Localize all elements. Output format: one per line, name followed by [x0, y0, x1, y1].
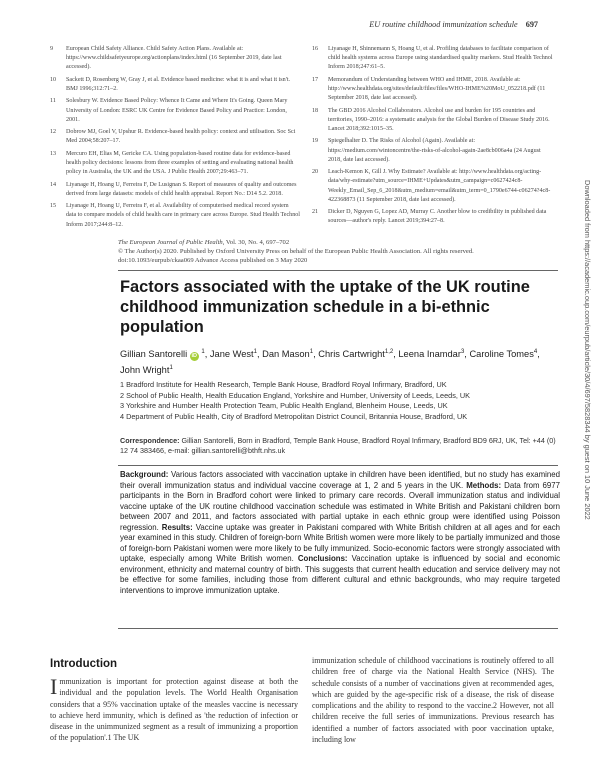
intro-paragraph-continued: immunization schedule of childhood vaccinations is routinely offered to all children free of charge via the National Health Service (NHS). The schedule consists of a number of vaccinations given at recommended ages, which are guided by the age-specific risk of a disease, the risk of disease complications and the ability to respond to the vaccine.2 However, not all children receive the full series of immunizations. Previous research has identified a number of factors associated with poor vaccination uptake, including low — [312, 656, 554, 745]
reference-item: 13 Mercuro EH, Elias M, Gericke CA. Using population-based routine data for evidence-based health policy decisions: lessons from three examples of setting and evaluating national health policy in Australia, the UK and the USA. J Public Health 2007;29:463–71. — [50, 150, 294, 176]
author-name[interactable]: Jane West — [209, 349, 254, 360]
abstract-bottom-divider — [118, 628, 558, 629]
article-title: Factors associated with the uptake of the UK routine childhood immunization schedule in a bi-ethnic population — [120, 278, 530, 336]
page-number: 697 — [525, 20, 538, 29]
author-name[interactable]: Dan Mason — [262, 349, 310, 360]
copyright-line: © The Author(s) 2020. Published by Oxford University Press on behalf of the European Public Health Association. All rights reserved. — [118, 247, 474, 255]
section-heading-introduction: Introduction — [50, 658, 118, 670]
author-name[interactable]: Caroline Tomes — [469, 349, 534, 360]
abstract-results-label: Results: — [161, 522, 193, 532]
author-name[interactable]: John Wright — [120, 365, 170, 376]
affiliation-list — [120, 380, 560, 422]
author-list: Gillian Santorelli iD $^1$, Jane West$^1$, Dan Mason$^1$, Chris Cartwright$^{1,2}$, Leena Inamdar$^3$, Caroline Tomes$^4$, John Wright$^1$ — [120, 349, 540, 376]
orcid-icon[interactable]: iD — [191, 353, 198, 360]
reference-list-left — [50, 45, 300, 233]
intro-paragraph: mmunization is important for protection against disease at both the individual and the population levels. The World Health Organisation considers that a 95% vaccination uptake of the measles vaccine is necessary to achieve herd immunity, which is defined as 'the reduction of infection or disease in the unimmunized segment as a result of immunizing a proportion of the population'.1 The UK — [50, 677, 298, 743]
correspondence-text: Gillian Santorelli, Born in Bradford, Temple Bank House, Bradford Royal Infirmary, Bradford BD9 6RJ, UK, Tel: +44 (0) 12 74 383466, e-mail: gillian.santorelli@bthft.nhs.uk — [120, 436, 556, 455]
running-head-title: EU routine childhood immunization schedule — [369, 20, 518, 29]
header-divider — [118, 270, 558, 271]
reference-item: 15 Liyanage H, Hoang U, Ferreira F, et al. Availability of computerised medical record system data to compare models of child health care in primary care across Europe. Stud Health Technol Inform 2017;244:8–12. — [50, 203, 300, 228]
reference-item: 10 Sackett D, Rosenberg W, Gray J, et al. Evidence based medicine: what it is and what it isn't. BMJ 1996;312:71–2. — [50, 76, 291, 92]
abstract-background-label: Background: — [120, 470, 169, 479]
journal-info — [118, 239, 558, 265]
abstract-top-divider — [118, 465, 558, 466]
affiliation-item: 3 Yorkshire and Humber Health Protection Team, Public Health England, Blenheim House, Leeds, UK — [120, 401, 448, 411]
download-watermark: Downloaded from https://academic.oup.com/eurpub/article/30/4/697/5828344 by guest on 10 June 2022 — [583, 180, 592, 520]
reference-item[interactable]: 20 Leach-Kemon K, Gill J. Why Estimate? Available at: http://www.healthdata.org/acting-data/why-estimate?utm_source=IHME+Updates&utm_campaign=c0627424c8-Weekly_Email_Sep_6_2018&utm_medium=email&utm_term=0_1790e6744-c06274?4c8-422368873 (11 September 2018, date last accessed). — [312, 169, 551, 203]
reference-item[interactable]: 17 Memorandum of Understanding between WHO and IHME, 2018. Available at: http://www.healthdata.org/sites/default/files/files/WHO-IHME%20MoU_052218.pdf (11 September 2018, date last accessed). — [312, 76, 546, 102]
correspondence — [120, 436, 560, 456]
correspondence-label: Correspondence: — [120, 436, 180, 445]
abstract: Background: Various factors associated with vaccination uptake in children have been identified, but no study has examined their overall immunization status and individual vaccine coverage at 1, 2 and 5 years in the UK. Methods: Data from 6977 participants in the Born in Bradford cohort were linked to primary care records. Overall immunization status and individual vaccine uptake of the UK routine childhood vaccination schedule was estimated in White British and Pakistani children born between 2007 and 2011, and factors associated with partial uptake in each ethnic group were identified using Poisson regression. Results: Vaccine uptake was greater in Pakistani compared with White British children at all ages and for each year examined in this study. Children of foreign-born White British women were more likely to be partially immunized and those of foreign-born Pakistani women were more likely to be fully immunized. Socio-economic factors were strongly associated with uptake, especially among White British women. Conclusions: Vaccination uptake is influenced by social and economic environment, ethnicity and maternal country of birth. This suggests that current health education and service delivery may not be effective for some families, including those from different cultural and ethnic backgrounds, who may require targeted interventions to improve immunization uptake. — [120, 470, 560, 595]
reference-item[interactable]: 19 Spiegelhalter D. The Risks of Alcohol (Again). Available at: https://medium.com/wintoncentre/the-risks-of-alcohol-again-2ae8cb006a4a (24 August 2018, date last accessed). — [312, 138, 541, 163]
abstract-conclusions-label: Conclusions: — [297, 554, 348, 563]
reference-item: 9 European Child Safety Alliance. Child Safety Action Plans. Available at: https://www.childsafetyeurope.org/actionplans/index.html (16 September 2019, date last accessed). — [50, 46, 282, 71]
reference-item: 12 Dobrow MJ, Goel V, Upshur R. Evidence-based health policy: context and utilisation. Soc Sci Med 2004;58:207–17. — [50, 129, 296, 145]
reference-item: 11 Solesbury W. Evidence Based Policy: Whence It Came and Where It's Going. Queen Mary University of London: ESRC UK Centre for Evidence Based Policy and Practice: London, 2001. — [50, 98, 288, 123]
reference-item: 18 The GBD 2016 Alcohol Collaborators. Alcohol use and burden for 195 countries and territories, 1990–2016: a systematic analysis for the Global Burden of Disease Study 2016. Lancet 2018;392:1015–35. — [312, 107, 550, 132]
drop-cap: I — [50, 674, 58, 699]
reference-item: 14 Liyanage H, Hoang U, Ferreira F, De Lusignan S. Report of measures of quality and outcomes derived from large datasets: models of child health appraisal. Report No.: D14 5.2. 2018. — [50, 181, 297, 197]
reference-item: 21 Dicker D, Nguyen G, Lopez AD, Murray C. Another blow to credibility in published data sources—author's reply. Lancet 2019;394:27–8. — [312, 209, 547, 225]
intro-column-right — [312, 655, 554, 745]
reference-list-right — [312, 45, 554, 230]
author-name[interactable]: Gillian Santorelli — [120, 349, 188, 360]
abstract-methods-label: Methods: — [466, 480, 502, 490]
running-head — [369, 20, 538, 29]
affiliation-item: 4 Department of Public Health, City of Bradford Metropolitan District Council, Britannia House, Bradford, UK — [120, 411, 468, 421]
affiliation-item: 2 School of Public Health, Health Education England, Yorkshire and Humber, University of Leeds, Leeds, UK — [120, 390, 471, 400]
affiliation-item: 1 Bradford Institute for Health Research, Temple Bank House, Bradford Royal Infirmary, Bradford, UK — [120, 380, 447, 389]
reference-item: 16 Liyanage H, Shinnemann S, Hoang U, et al. Profiling databases to facilitate comparison of child health systems across Europe using standardised quality markers. Stud Health Technol Inform 2018;247:61–5. — [312, 46, 553, 71]
author-name[interactable]: Chris Cartwright — [318, 349, 385, 360]
author-name[interactable]: Leena Inamdar — [398, 349, 461, 360]
journal-citation: The European Journal of Public Health, Vol. 30, No. 4, 697–702 — [118, 239, 290, 246]
doi-line[interactable]: doi:10.1093/eurpub/ckaa069 Advance Access published on 3 May 2020 — [118, 256, 308, 264]
intro-column-left — [50, 676, 298, 744]
